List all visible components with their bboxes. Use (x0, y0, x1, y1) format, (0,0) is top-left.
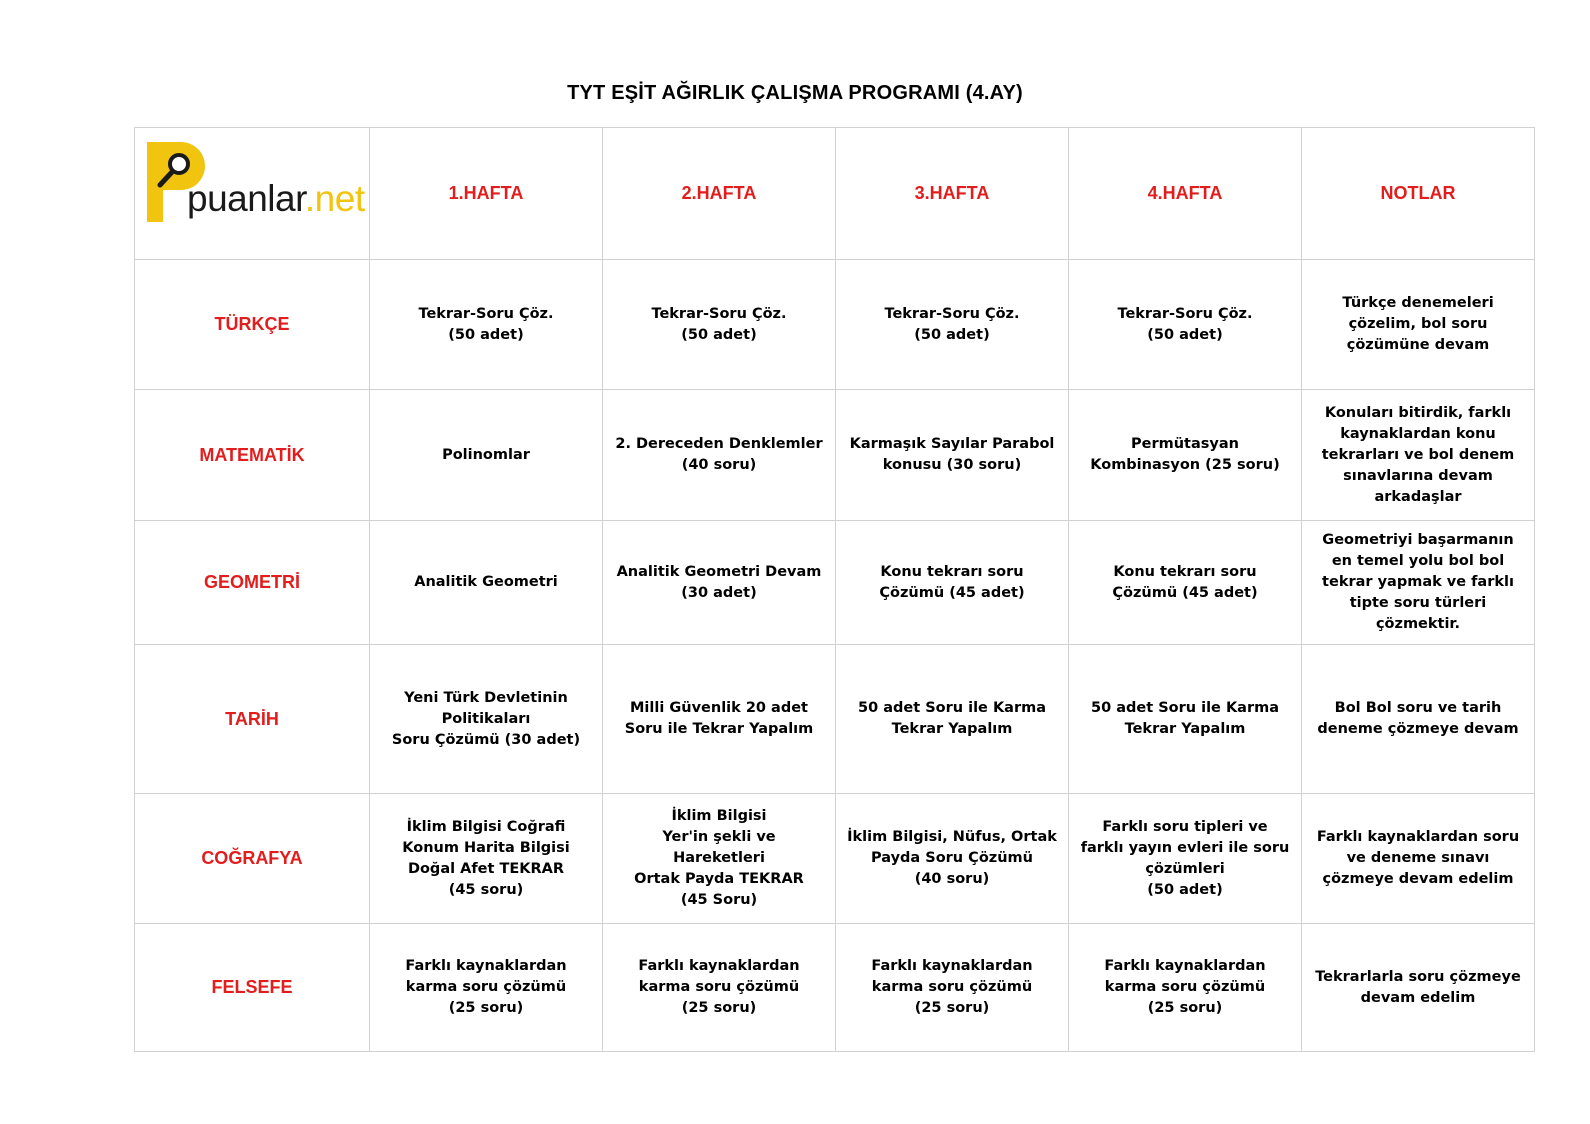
note-cell: Türkçe denemeleri çözelim, bol soru çözümüne devam (1302, 260, 1535, 390)
logo-word: puanlar (187, 178, 305, 219)
plan-cell: İklim Bilgisi Coğrafi Konum Harita Bilgisi Doğal Afet TEKRAR (45 soru) (370, 794, 603, 924)
plan-cell: Farklı soru tipleri ve farklı yayın evleri ile soru çözümleri (50 adet) (1069, 794, 1302, 924)
subject-cell: FELSEFE (135, 924, 370, 1052)
plan-cell: Analitik Geometri (370, 521, 603, 645)
subject-row-turkce (135, 260, 1535, 390)
plan-cell: Karmaşık Sayılar Parabol konusu (30 soru) (836, 390, 1069, 521)
plan-cell: Farklı kaynaklardan karma soru çözümü (25 soru) (603, 924, 836, 1052)
subject-row-geometri (135, 521, 1535, 645)
plan-cell: Yeni Türk Devletinin Politikaları Soru Çözümü (30 adet) (370, 645, 603, 794)
plan-cell: Tekrar-Soru Çöz. (50 adet) (836, 260, 1069, 390)
note-cell: Geometriyi başarmanın en temel yolu bol bol tekrar yapmak ve farklı tipte soru türleri çözmektir. (1302, 521, 1535, 645)
logo-tld: .net (304, 178, 365, 219)
plan-cell: Farklı kaynaklardan karma soru çözümü (25 soru) (836, 924, 1069, 1052)
plan-cell: 50 adet Soru ile Karma Tekrar Yapalım (836, 645, 1069, 794)
plan-cell: Analitik Geometri Devam (30 adet) (603, 521, 836, 645)
puanlar-net-logo (135, 128, 369, 259)
plan-cell: Farklı kaynaklardan karma soru çözümü (25 soru) (370, 924, 603, 1052)
study-program-table (134, 127, 1535, 1052)
note-cell: Konuları bitirdik, farklı kaynaklardan konu tekrarları ve bol denem sınavlarına devam arkadaşlar (1302, 390, 1535, 521)
page-title: TYT EŞİT AĞIRLIK ÇALIŞMA PROGRAMI (4.AY) (567, 82, 1023, 104)
plan-cell: Farklı kaynaklardan karma soru çözümü (25 soru) (1069, 924, 1302, 1052)
note-cell: Tekrarlarla soru çözmeye devam edelim (1302, 924, 1535, 1052)
week-1-header: 1.HAFTA (370, 128, 603, 260)
plan-cell: Konu tekrarı soru Çözümü (45 adet) (1069, 521, 1302, 645)
logo-wordmark (187, 178, 365, 220)
plan-cell: Tekrar-Soru Çöz. (50 adet) (603, 260, 836, 390)
header-row (135, 128, 1535, 260)
subject-cell: GEOMETRİ (135, 521, 370, 645)
note-cell: Bol Bol soru ve tarih deneme çözmeye devam (1302, 645, 1535, 794)
plan-cell: Milli Güvenlik 20 adet Soru ile Tekrar Yapalım (603, 645, 836, 794)
subject-row-cografya (135, 794, 1535, 924)
plan-cell: Tekrar-Soru Çöz. (50 adet) (370, 260, 603, 390)
plan-cell: İklim Bilgisi Yer'in şekli ve Hareketleri Ortak Payda TEKRAR (45 Soru) (603, 794, 836, 924)
plan-cell: 2. Dereceden Denklemler (40 soru) (603, 390, 836, 521)
logo-cell (135, 128, 370, 260)
subject-cell: COĞRAFYA (135, 794, 370, 924)
subject-row-tarih (135, 645, 1535, 794)
week-2-header: 2.HAFTA (603, 128, 836, 260)
week-3-header: 3.HAFTA (836, 128, 1069, 260)
subject-cell: TÜRKÇE (135, 260, 370, 390)
subject-cell: MATEMATİK (135, 390, 370, 521)
subject-row-matematik (135, 390, 1535, 521)
plan-cell: Polinomlar (370, 390, 603, 521)
plan-cell: İklim Bilgisi, Nüfus, Ortak Payda Soru Çözümü (40 soru) (836, 794, 1069, 924)
plan-cell: Permütasyan Kombinasyon (25 soru) (1069, 390, 1302, 521)
subject-row-felsefe (135, 924, 1535, 1052)
note-cell: Farklı kaynaklardan soru ve deneme sınavı çözmeye devam edelim (1302, 794, 1535, 924)
subject-cell: TARİH (135, 645, 370, 794)
plan-cell: Tekrar-Soru Çöz. (50 adet) (1069, 260, 1302, 390)
plan-cell: Konu tekrarı soru Çözümü (45 adet) (836, 521, 1069, 645)
week-4-header: 4.HAFTA (1069, 128, 1302, 260)
notes-header: NOTLAR (1302, 128, 1535, 260)
plan-cell: 50 adet Soru ile Karma Tekrar Yapalım (1069, 645, 1302, 794)
